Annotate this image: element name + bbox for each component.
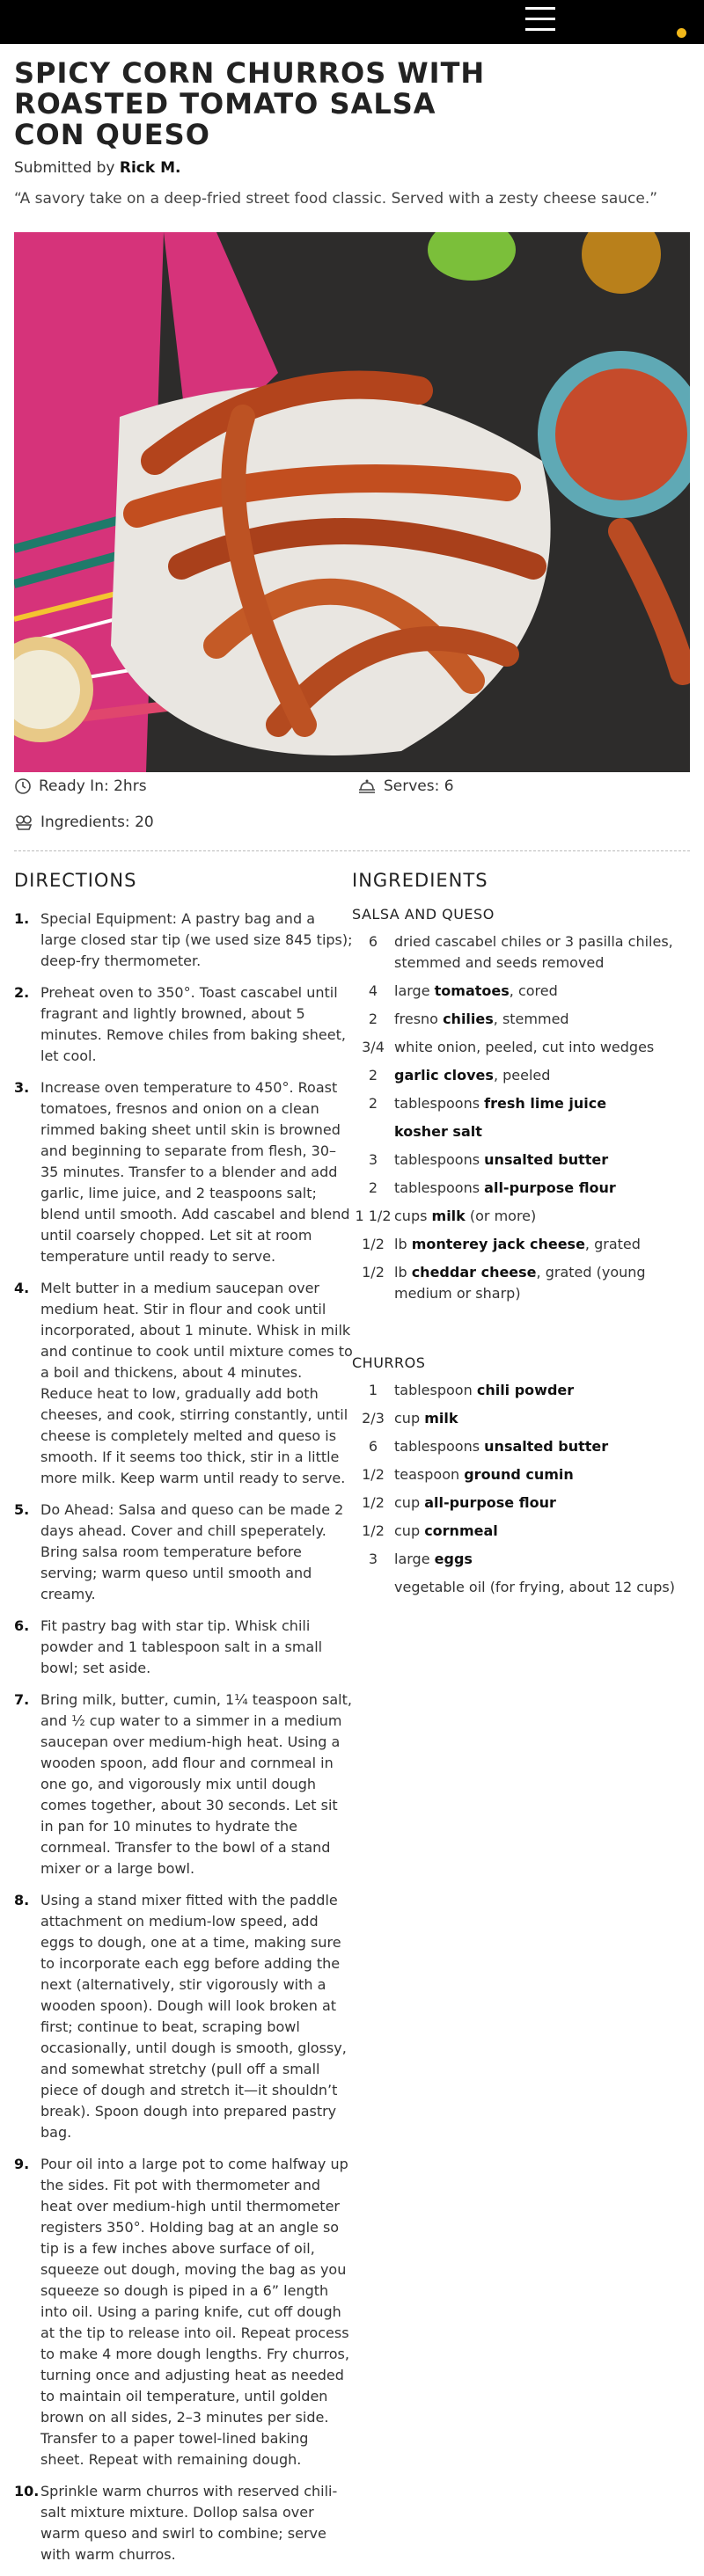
ingredient-name (394, 1065, 686, 1086)
ingredient-key: chili powder (476, 1382, 575, 1398)
ingredient-text: teaspoon (394, 1466, 465, 1483)
ingredient-name (394, 1549, 686, 1570)
ingredient-text: large (394, 982, 435, 999)
ingredient-name (394, 981, 686, 1002)
ingredients-icon (14, 814, 33, 831)
ready-in: Ready In: 2hrs (14, 777, 147, 795)
direction-step (14, 2481, 353, 2565)
submitted-by: Submitted by Rick M. (14, 159, 181, 177)
ingredient-name (394, 1577, 686, 1598)
ingredient-key: fresh lime juice (484, 1095, 607, 1112)
direction-step (14, 1278, 353, 1489)
step-text: Fit pastry bag with star tip. Whisk chili powder and 1 tablespoon salt in a small bowl; set aside. (40, 1617, 323, 1676)
ingredient-quantity: 3 (368, 1551, 378, 1567)
ingredient-name (394, 1380, 686, 1401)
ingredient-row (352, 1262, 686, 1304)
ingredient-row (352, 1206, 686, 1227)
hamburger-icon[interactable] (525, 5, 555, 32)
direction-step (14, 1500, 353, 1605)
direction-step (14, 1616, 353, 1679)
step-text: Preheat oven to 350°. Toast cascabel until fragrant and lightly browned, about 5 minutes. Remove chiles from baking sheet, let cool. (40, 984, 346, 1064)
ingredient-row (352, 1464, 686, 1485)
ingredient-quantity: 1/2 (362, 1522, 385, 1539)
top-navigation-bar (0, 0, 704, 44)
ingredient-key: milk (424, 1410, 458, 1427)
ingredient-text: vegetable oil (for frying, about 12 cups) (394, 1579, 675, 1595)
recipe-description: “A savory take on a deep-fried street food classic. Served with a zesty cheese sauce.” (14, 190, 658, 208)
step-text: Using a stand mixer fitted with the paddle attachment on medium-low speed, add eggs to dough, one at a time, making sure to incorporate each egg before adding the next (alternatively, stir vigorously with a wooden spoon). Dough will look broken at first; continue to beat, scraping bowl occasionally, until dough is smooth, glossy, and somewhat stretchy (pull off a small piece of dough and stretch it—it shouldn’t break). Spoon dough into prepared pastry bag. (40, 1892, 347, 2141)
ingredient-note: , cored (509, 982, 558, 999)
ingredient-name (394, 1234, 686, 1255)
ingredient-quantity: 2 (368, 1095, 378, 1112)
ingredient-key: cheddar cheese (411, 1264, 537, 1281)
ingredient-row (352, 1408, 686, 1429)
ingredient-key: unsalted butter (484, 1438, 609, 1455)
ingredient-quantity (352, 1577, 394, 1598)
ingredient-note: , grated (young medium or sharp) (394, 1264, 646, 1302)
step-number: 7. (14, 1691, 30, 1708)
step-text: Pour oil into a large pot to come halfway up the sides. Fit pot with thermometer and heat over medium-high until thermometer registers 350°. Holding bag at an angle so tip is a few inches above surface of oil, squeeze out dough, moving the bag as you squeeze so dough is piped in a 6” length into oil. Using a paring knife, cut off dough at the tip to release into oil. Repeat process to make 4 more dough lengths. Fry churros, turning once and adjusting heat as needed to maintain oil temperature, until golden brown on all sides, 2–3 minutes per side. Transfer to a paper towel-lined baking sheet. Repeat with remaining dough. (40, 2156, 349, 2468)
step-text: Increase oven temperature to 450°. Roast tomatoes, fresnos and onion on a clean rimmed baking sheet until skin is browned and beginning to separate from flesh, 30–35 minutes. Transfer to a blender and add garlic, lime juice, and 2 teaspoons salt; blend until smooth. Add cascabel and blend until coarsely chopped. Let sit at room temperature until ready to serve. (40, 1079, 350, 1265)
ingredient-quantity: 4 (368, 982, 378, 999)
ingredient-note: , peeled (493, 1067, 551, 1084)
step-number: 10. (14, 2483, 40, 2499)
ingredient-key: kosher salt (394, 1123, 482, 1140)
ingredient-quantity: 3 (368, 1151, 378, 1168)
step-number: 4. (14, 1280, 30, 1296)
ingredient-text: tablespoons (394, 1151, 485, 1168)
ingredient-text: large (394, 1551, 435, 1567)
ingredient-text: fresno (394, 1011, 444, 1027)
step-number: 2. (14, 984, 30, 1001)
step-text: Melt butter in a medium saucepan over medium heat. Stir in flour and cook until incorporated, about 1 minute. Whisk in milk and continue to cook until mixture comes to a boil and thickens, about 4 minutes. Reduce heat to low, gradually add both cheeses, and cook, stirring constantly, until cheese is completely melted and queso is smooth. If it seems too thick, stir in a little more milk. Keep warm until ready to serve. (40, 1280, 353, 1486)
ingredient-key: tomatoes (434, 982, 510, 999)
ingredient-row (352, 1549, 686, 1570)
ingredient-row (352, 1492, 686, 1514)
ingredient-name (394, 1262, 686, 1304)
ingredient-text: dried cascabel chiles or 3 pasilla chiles, stemmed and seeds removed (394, 933, 673, 971)
ingredient-name (394, 1037, 686, 1058)
ingredient-row (352, 1577, 686, 1598)
ingredient-text: cups (394, 1208, 432, 1224)
ingredients-count: Ingredients: 20 (14, 814, 154, 831)
ingredient-section-title: SALSA AND QUESO (352, 906, 495, 923)
serves: Serves: 6 (357, 777, 454, 795)
ingredient-row (352, 1380, 686, 1401)
ingredient-section-title: CHURROS (352, 1354, 426, 1371)
ingredient-row (352, 1037, 686, 1058)
direction-step (14, 1689, 353, 1879)
ingredient-note: (or more) (465, 1208, 537, 1224)
step-text: Do Ahead: Salsa and queso can be made 2 days ahead. Cover and chill speperately. Bring salsa room temperature before serving; warm queso until smooth and creamy. (40, 1501, 344, 1602)
ingredient-quantity: 1/2 (362, 1264, 385, 1281)
ingredient-row (352, 1178, 686, 1199)
ingredient-text: tablespoon (394, 1382, 477, 1398)
ingredient-row (352, 931, 686, 974)
direction-step (14, 1890, 353, 2143)
ingredient-name (394, 1121, 686, 1142)
ingredient-row (352, 1521, 686, 1542)
ingredient-row (352, 1149, 686, 1171)
ingredient-text: cup (394, 1410, 425, 1427)
directions-list (14, 909, 353, 2576)
ingredient-quantity: 1/2 (362, 1466, 385, 1483)
ingredient-quantity: 2 (368, 1179, 378, 1196)
ingredient-name (394, 1521, 686, 1542)
ingredient-key: all-purpose flour (484, 1179, 616, 1196)
ingredient-name (394, 1093, 686, 1114)
ingredient-text: cup (394, 1522, 425, 1539)
ingredient-quantity: 2/3 (362, 1410, 385, 1427)
serving-dish-icon (357, 777, 377, 795)
notification-dot (677, 28, 686, 38)
ingredient-key: all-purpose flour (424, 1494, 556, 1511)
ingredient-text: tablespoons (394, 1095, 485, 1112)
direction-step (14, 982, 353, 1067)
step-number: 5. (14, 1501, 30, 1518)
recipe-photo (14, 232, 690, 772)
ingredient-name (394, 1009, 686, 1030)
ingredient-quantity: 3/4 (362, 1039, 385, 1055)
ingredient-text: lb (394, 1236, 412, 1252)
step-number: 9. (14, 2156, 30, 2172)
ingredient-text: white onion, peeled, cut into wedges (394, 1039, 655, 1055)
ingredient-row (352, 1009, 686, 1030)
direction-step (14, 2154, 353, 2470)
ingredient-name (394, 1408, 686, 1429)
ingredient-text: tablespoons (394, 1179, 485, 1196)
ingredient-row (352, 1121, 686, 1142)
step-text: Sprinkle warm churros with reserved chili-salt mixture mixture. Dollop salsa over warm queso and swirl to combine; serve with warm churros. (40, 2483, 338, 2563)
step-text: Special Equipment: A pastry bag and a large closed star tip (we used size 845 tips); deep-fry thermometer. (40, 910, 353, 969)
ingredient-quantity (352, 1121, 394, 1142)
ingredient-quantity: 6 (368, 1438, 378, 1455)
recipe-title: SPICY CORN CHURROS WITH ROASTED TOMATO SALSA CON QUESO (14, 56, 486, 151)
ingredient-name (394, 1178, 686, 1199)
ingredient-quantity: 1/2 (362, 1494, 385, 1511)
ingredient-row (352, 1436, 686, 1457)
ingredient-note: , grated (584, 1236, 641, 1252)
ingredient-quantity: 1/2 (362, 1236, 385, 1252)
ingredient-row (352, 1065, 686, 1086)
ingredient-key: cornmeal (424, 1522, 498, 1539)
ingredient-name (394, 931, 686, 974)
ingredient-quantity: 1 (368, 1382, 378, 1398)
step-number: 3. (14, 1079, 30, 1096)
ingredient-key: eggs (434, 1551, 473, 1567)
ingredient-name (394, 1149, 686, 1171)
ingredient-name (394, 1436, 686, 1457)
direction-step (14, 1077, 353, 1267)
ingredient-key: milk (431, 1208, 466, 1224)
ingredient-name (394, 1206, 686, 1227)
ingredient-text: lb (394, 1264, 412, 1281)
ingredient-quantity: 2 (368, 1067, 378, 1084)
ingredient-key: chilies (443, 1011, 494, 1027)
author-link[interactable]: Rick M. (119, 159, 181, 177)
ingredient-note: , stemmed (493, 1011, 569, 1027)
ingredient-quantity: 6 (368, 933, 378, 950)
ingredient-key: garlic cloves (394, 1067, 494, 1084)
ingredient-text: tablespoons (394, 1438, 485, 1455)
divider (14, 850, 690, 851)
step-text: Bring milk, butter, cumin, 1¼ teaspoon salt, and ½ cup water to a simmer in a medium saucepan over medium-high heat. Using a wooden spoon, add flour and cornmeal in one go, and vigorously mix until dough comes together, about 30 seconds. Let sit in pan for 10 minutes to hydrate the cornmeal. Transfer to the bowl of a stand mixer or a large bowl. (40, 1691, 352, 1877)
ingredient-key: monterey jack cheese (411, 1236, 585, 1252)
ingredient-row (352, 981, 686, 1002)
ingredient-key: unsalted butter (484, 1151, 609, 1168)
ingredients-section-churros (352, 1354, 686, 1605)
ingredient-row (352, 1234, 686, 1255)
ingredient-text: cup (394, 1494, 425, 1511)
step-number: 8. (14, 1892, 30, 1908)
clock-icon (14, 777, 32, 795)
ingredient-quantity: 1 1/2 (355, 1208, 392, 1224)
ingredient-quantity: 2 (368, 1011, 378, 1027)
ingredient-name (394, 1492, 686, 1514)
ingredient-row (352, 1093, 686, 1114)
direction-step (14, 909, 353, 972)
ingredient-key: ground cumin (464, 1466, 574, 1483)
ingredients-heading: INGREDIENTS (352, 870, 488, 891)
ingredient-name (394, 1464, 686, 1485)
directions-heading: DIRECTIONS (14, 870, 137, 891)
step-number: 1. (14, 910, 30, 927)
step-number: 6. (14, 1617, 30, 1634)
ingredients-section-salsa (352, 906, 686, 1311)
